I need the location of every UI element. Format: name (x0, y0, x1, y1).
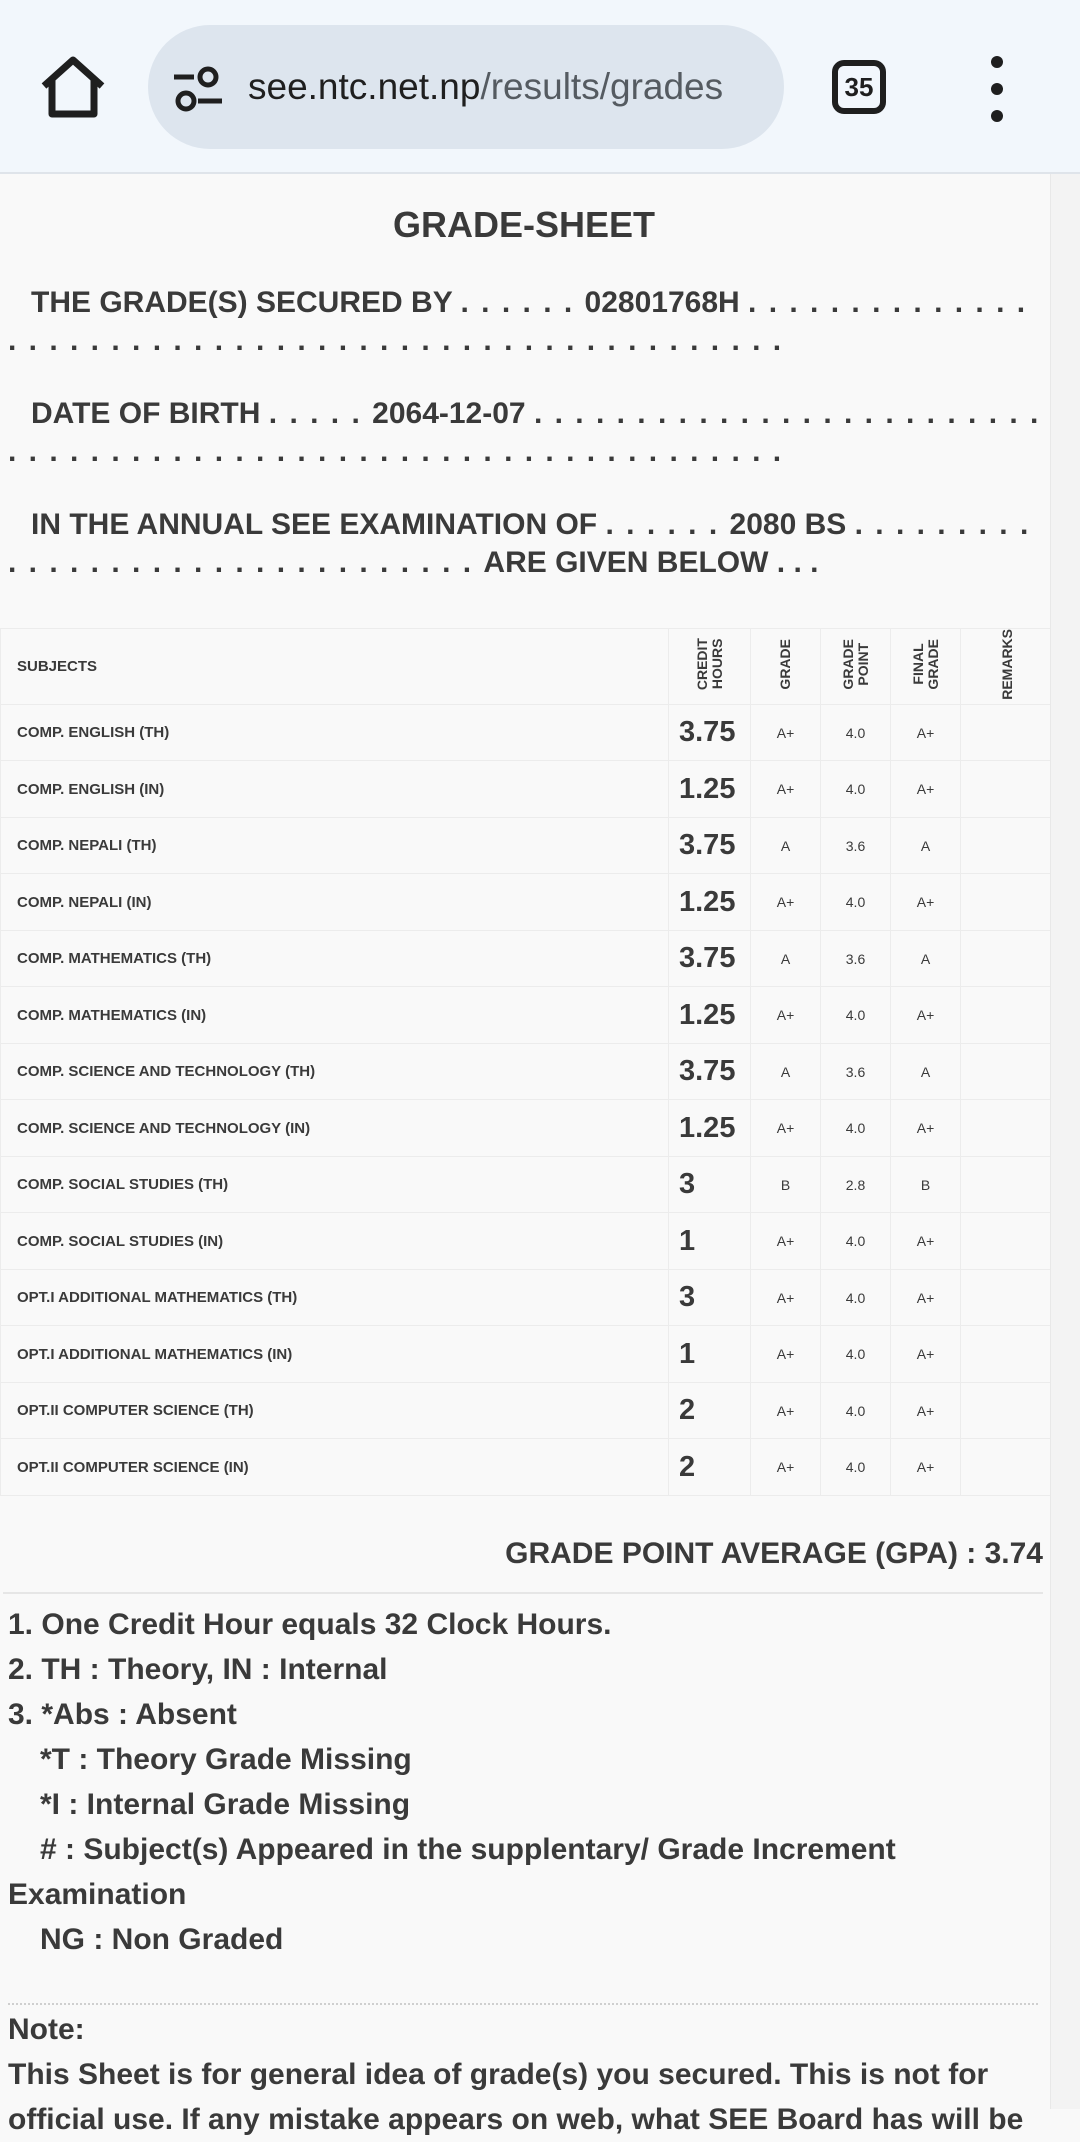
subject-cell: COMP. NEPALI (TH) (1, 817, 669, 874)
header-final-grade: FINAL GRADE (909, 639, 941, 690)
final-grade-cell: A+ (891, 761, 961, 818)
subject-cell: COMP. SOCIAL STUDIES (IN) (1, 1213, 669, 1270)
grade-cell: A (751, 1043, 821, 1100)
grade-point-cell: 3.6 (821, 930, 891, 987)
browser-toolbar (0, 0, 1080, 174)
grade-cell: B (751, 1156, 821, 1213)
table-row (1, 704, 1055, 761)
final-grade-cell: A+ (891, 1326, 961, 1383)
remarks-cell (961, 1439, 1055, 1496)
final-grade-cell: B (891, 1156, 961, 1213)
grade-cell: A+ (751, 1213, 821, 1270)
subject-cell: COMP. SCIENCE AND TECHNOLOGY (TH) (1, 1043, 669, 1100)
credit-hours-cell: 3.75 (669, 704, 751, 761)
dob-line: DATE OF BIRTH . . . . . 2064-12-07 . . . . . . . . . . . . . . . . . . . . . . . . . . . . . . . . . . . . . . . . . . . . . . . . . . . . . . . . . . . . . . . (8, 397, 1041, 468)
header-grade-point: GRADE POINT (839, 639, 871, 690)
sheet-title: GRADE-SHEET (392, 204, 656, 245)
table-row (1, 761, 1055, 818)
grade-point-cell: 4.0 (821, 1269, 891, 1326)
grade-point-cell: 3.6 (821, 817, 891, 874)
exam-line: IN THE ANNUAL SEE EXAMINATION OF . . . . . . 2080 BS . . . . . . . . . . . . . . . . . . . . . . . . . . . . . . . . ARE GIVEN BELOW . . . (8, 508, 1031, 579)
table-row (1, 1269, 1055, 1326)
table-row (1, 874, 1055, 931)
grade-cell: A+ (751, 987, 821, 1044)
grade-cell: A+ (751, 874, 821, 931)
credit-hours-cell: 1.25 (669, 874, 751, 931)
credit-hours-cell: 1.25 (669, 761, 751, 818)
exam-label: IN THE ANNUAL SEE EXAMINATION OF (31, 508, 598, 541)
credit-hours-cell: 1 (669, 1326, 751, 1383)
header-grade: GRADE (777, 639, 793, 690)
url-host: see.ntc.net.np (248, 66, 481, 107)
final-grade-cell: A+ (891, 987, 961, 1044)
remarks-cell (961, 1100, 1055, 1157)
secured-by-label: THE GRADE(S) SECURED BY (31, 286, 453, 319)
tab-switcher-button[interactable]: 35 (832, 60, 886, 114)
remarks-cell (961, 817, 1055, 874)
address-bar[interactable] (148, 25, 784, 149)
credit-hours-cell: 3.75 (669, 1043, 751, 1100)
table-row (1, 1213, 1055, 1270)
header-remarks-cell (961, 629, 1055, 705)
table-row (1, 1043, 1055, 1100)
grade-cell: A+ (751, 1269, 821, 1326)
grade-point-cell: 4.0 (821, 1382, 891, 1439)
subject-cell: COMP. SCIENCE AND TECHNOLOGY (IN) (1, 1100, 669, 1157)
note-3: 3. *Abs : Absent (8, 1698, 237, 1731)
grade-cell: A+ (751, 1439, 821, 1496)
grade-point-cell: 4.0 (821, 1213, 891, 1270)
remarks-cell (961, 1269, 1055, 1326)
grade-cell: A (751, 817, 821, 874)
credit-hours-cell: 3 (669, 1269, 751, 1326)
grade-point-cell: 2.8 (821, 1156, 891, 1213)
table-header-row (1, 629, 1055, 705)
credit-hours-cell: 3.75 (669, 817, 751, 874)
remarks-cell (961, 1043, 1055, 1100)
note-supplementary: # : Subject(s) Appeared in the supplentary/ Grade Increment (40, 1833, 896, 1866)
note-heading: Note: (8, 2013, 85, 2046)
note-supplementary-cont: Examination (8, 1878, 187, 1911)
grade-point-cell: 4.0 (821, 1439, 891, 1496)
note-1: 1. One Credit Hour equals 32 Clock Hours. (8, 1608, 612, 1641)
url-text[interactable] (248, 25, 768, 149)
final-grade-cell: A (891, 930, 961, 987)
final-grade-cell: A+ (891, 1382, 961, 1439)
table-row (1, 930, 1055, 987)
remarks-cell (961, 761, 1055, 818)
page-scrollbar[interactable] (1050, 174, 1080, 2109)
note-internal-missing: *I : Internal Grade Missing (40, 1788, 411, 1821)
site-settings-icon[interactable] (172, 63, 224, 113)
table-row (1, 817, 1055, 874)
subject-cell: COMP. ENGLISH (IN) (1, 761, 669, 818)
header-credit-hours: CREDIT HOURS (693, 638, 725, 691)
remarks-cell (961, 930, 1055, 987)
credit-hours-cell: 2 (669, 1382, 751, 1439)
grade-cell: A+ (751, 704, 821, 761)
credit-hours-cell: 1.25 (669, 987, 751, 1044)
table-row (1, 1382, 1055, 1439)
subject-cell: COMP. MATHEMATICS (TH) (1, 930, 669, 987)
credit-hours-cell: 1 (669, 1213, 751, 1270)
subject-cell: OPT.II COMPUTER SCIENCE (TH) (1, 1382, 669, 1439)
credit-hours-cell: 3.75 (669, 930, 751, 987)
given-below: ARE GIVEN BELOW . . . (483, 546, 819, 579)
grade-point-cell: 4.0 (821, 987, 891, 1044)
subject-cell: COMP. SOCIAL STUDIES (TH) (1, 1156, 669, 1213)
final-grade-cell: A (891, 1043, 961, 1100)
header-grade-cell (751, 629, 821, 705)
subject-cell: COMP. MATHEMATICS (IN) (1, 987, 669, 1044)
subject-cell: OPT.I ADDITIONAL MATHEMATICS (IN) (1, 1326, 669, 1383)
grade-cell: A+ (751, 761, 821, 818)
grade-cell: A+ (751, 1326, 821, 1383)
exam-year: 2080 BS (729, 508, 847, 541)
final-grade-cell: A (891, 817, 961, 874)
final-grade-cell: A+ (891, 874, 961, 931)
remarks-cell (961, 1326, 1055, 1383)
remarks-cell (961, 704, 1055, 761)
grade-point-cell: 4.0 (821, 704, 891, 761)
dob-value: 2064-12-07 (372, 397, 526, 430)
grade-point-cell: 3.6 (821, 1043, 891, 1100)
remarks-cell (961, 1156, 1055, 1213)
header-grade-point-cell (821, 629, 891, 705)
subject-cell: COMP. NEPALI (IN) (1, 874, 669, 931)
header-subjects: SUBJECTS (1, 629, 669, 705)
credit-hours-cell: 2 (669, 1439, 751, 1496)
url-path: /results/grades (480, 66, 724, 107)
table-row (1, 1156, 1055, 1213)
grade-point-cell: 4.0 (821, 1100, 891, 1157)
note-body: This Sheet is for general idea of grade(s) you secured. This is not for official use. If any mistake appears on web, what SEE Board has will be (8, 2058, 1024, 2136)
home-icon[interactable] (36, 50, 110, 124)
table-row (1, 1326, 1055, 1383)
more-menu-icon[interactable] (985, 56, 1009, 122)
grade-point-cell: 4.0 (821, 874, 891, 931)
note-divider (8, 2003, 1038, 2005)
note-theory-missing: *T : Theory Grade Missing (40, 1743, 412, 1776)
subject-cell: OPT.I ADDITIONAL MATHEMATICS (TH) (1, 1269, 669, 1326)
note-2: 2. TH : Theory, IN : Internal (8, 1653, 388, 1686)
table-row (1, 1439, 1055, 1496)
grade-cell: A (751, 930, 821, 987)
gpa-summary: GRADE POINT AVERAGE (GPA) : 3.74 (3, 1514, 1043, 1594)
credit-hours-cell: 1.25 (669, 1100, 751, 1157)
remarks-cell (961, 1213, 1055, 1270)
header-final-grade-cell (891, 629, 961, 705)
grades-table (0, 628, 1055, 1496)
note-non-graded: NG : Non Graded (40, 1923, 284, 1956)
subject-cell: OPT.II COMPUTER SCIENCE (IN) (1, 1439, 669, 1496)
final-grade-cell: A+ (891, 704, 961, 761)
grade-cell: A+ (751, 1100, 821, 1157)
remarks-cell (961, 987, 1055, 1044)
final-grade-cell: A+ (891, 1100, 961, 1157)
table-row (1, 1100, 1055, 1157)
final-grade-cell: A+ (891, 1439, 961, 1496)
header-remarks: REMARKS (999, 629, 1015, 700)
secured-by-line: THE GRADE(S) SECURED BY . . . . . . 02801768H . . . . . . . . . . . . . . . . . . . . . . . . . . . . . . . . . . . . . . . . . . . . . . . . . . . . (8, 286, 1028, 357)
remarks-cell (961, 1382, 1055, 1439)
grade-cell: A+ (751, 1382, 821, 1439)
legend-notes (8, 1602, 1038, 1962)
table-row (1, 987, 1055, 1044)
dob-label: DATE OF BIRTH (31, 397, 261, 430)
grade-point-cell: 4.0 (821, 761, 891, 818)
final-grade-cell: A+ (891, 1213, 961, 1270)
subject-cell: COMP. ENGLISH (TH) (1, 704, 669, 761)
grade-point-cell: 4.0 (821, 1326, 891, 1383)
final-grade-cell: A+ (891, 1269, 961, 1326)
credit-hours-cell: 3 (669, 1156, 751, 1213)
header-credit-hours-cell (669, 629, 751, 705)
symbol-number: 02801768H (584, 286, 740, 319)
remarks-cell (961, 874, 1055, 931)
